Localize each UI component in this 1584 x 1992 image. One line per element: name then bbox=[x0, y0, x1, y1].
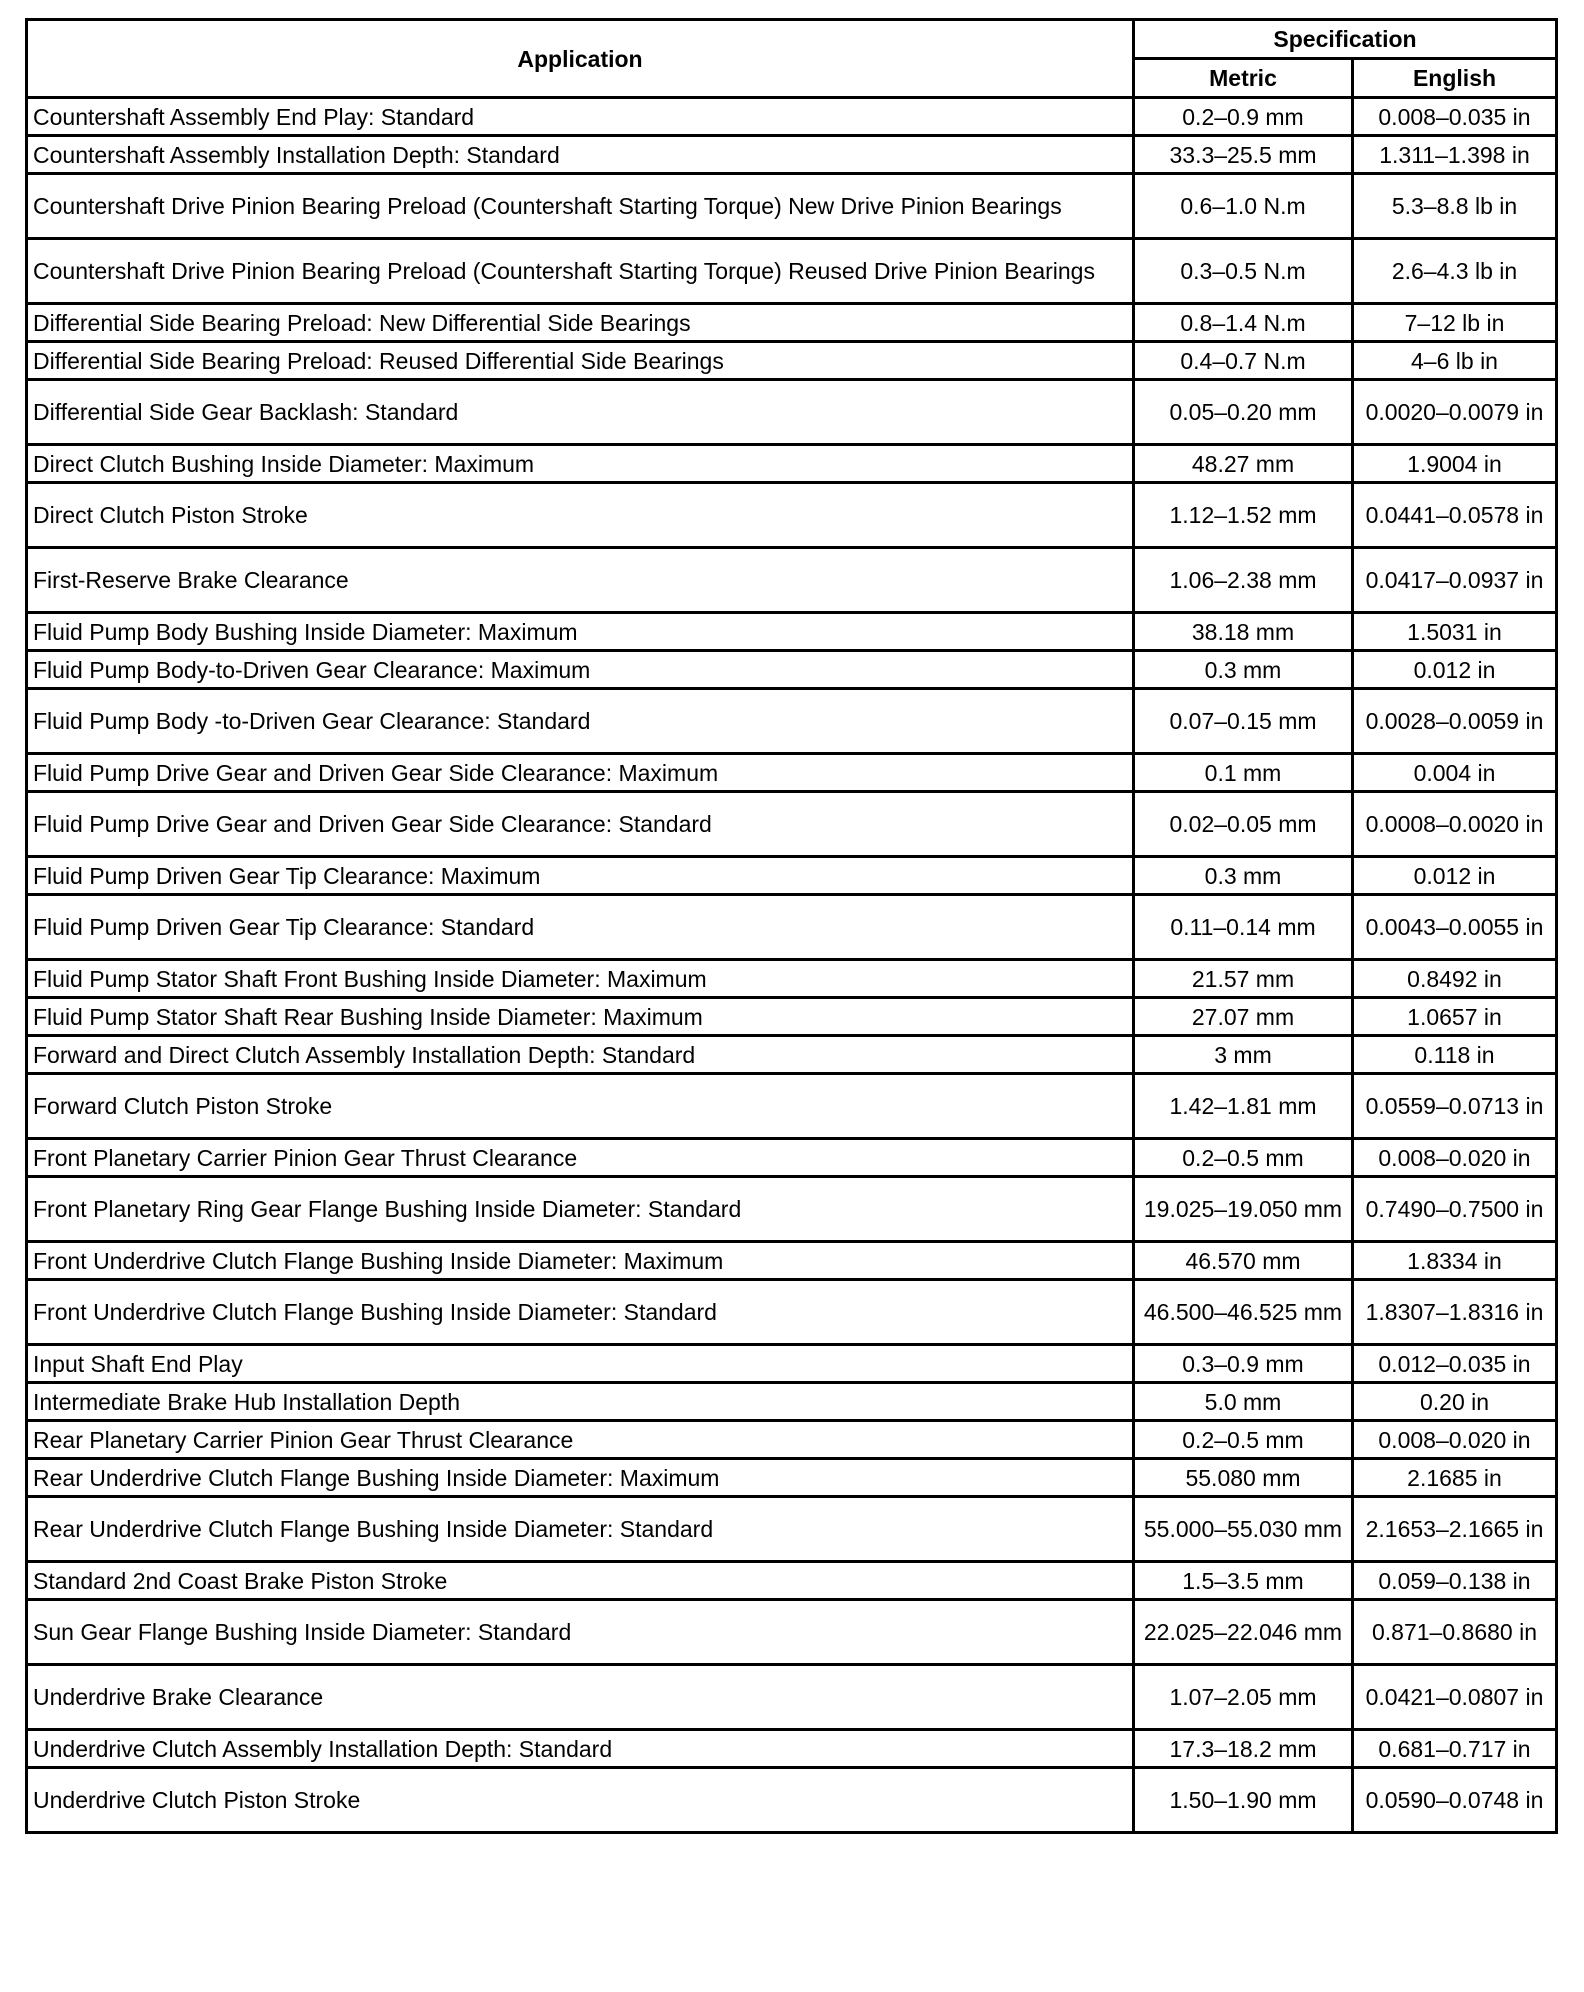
english-cell: 1.5031 in bbox=[1353, 613, 1557, 651]
metric-cell: 1.50–1.90 mm bbox=[1134, 1768, 1353, 1833]
english-cell: 0.0590–0.0748 in bbox=[1353, 1768, 1557, 1833]
table-row bbox=[27, 136, 1557, 174]
table-row bbox=[27, 998, 1557, 1036]
application-cell: Intermediate Brake Hub Installation Depth bbox=[27, 1383, 1134, 1421]
table-row bbox=[27, 857, 1557, 895]
table-row bbox=[27, 1768, 1557, 1833]
metric-cell: 17.3–18.2 mm bbox=[1134, 1730, 1353, 1768]
english-cell: 1.9004 in bbox=[1353, 445, 1557, 483]
table-row bbox=[27, 1562, 1557, 1600]
table-row bbox=[27, 483, 1557, 548]
application-cell: Forward Clutch Piston Stroke bbox=[27, 1074, 1134, 1139]
metric-cell: 55.080 mm bbox=[1134, 1459, 1353, 1497]
application-cell: Countershaft Drive Pinion Bearing Preload (Countershaft Starting Torque) Reused Drive Pinion Bearings bbox=[27, 239, 1134, 304]
application-cell: Fluid Pump Drive Gear and Driven Gear Side Clearance: Standard bbox=[27, 792, 1134, 857]
application-cell: Rear Planetary Carrier Pinion Gear Thrust Clearance bbox=[27, 1421, 1134, 1459]
english-cell: 0.0043–0.0055 in bbox=[1353, 895, 1557, 960]
application-cell: Differential Side Bearing Preload: New Differential Side Bearings bbox=[27, 304, 1134, 342]
english-cell: 0.20 in bbox=[1353, 1383, 1557, 1421]
table-row bbox=[27, 1459, 1557, 1497]
metric-cell: 19.025–19.050 mm bbox=[1134, 1177, 1353, 1242]
table-row bbox=[27, 1497, 1557, 1562]
english-cell: 7–12 lb in bbox=[1353, 304, 1557, 342]
table-row bbox=[27, 1730, 1557, 1768]
english-cell: 0.012 in bbox=[1353, 857, 1557, 895]
table-row bbox=[27, 651, 1557, 689]
specification-table bbox=[25, 18, 1558, 1834]
english-cell: 0.0421–0.0807 in bbox=[1353, 1665, 1557, 1730]
english-cell: 0.012 in bbox=[1353, 651, 1557, 689]
application-cell: Front Planetary Carrier Pinion Gear Thrust Clearance bbox=[27, 1139, 1134, 1177]
application-cell: Countershaft Assembly Installation Depth: Standard bbox=[27, 136, 1134, 174]
metric-header: Metric bbox=[1134, 59, 1353, 98]
table-row bbox=[27, 1421, 1557, 1459]
english-cell: 0.7490–0.7500 in bbox=[1353, 1177, 1557, 1242]
english-cell: 1.0657 in bbox=[1353, 998, 1557, 1036]
table-row bbox=[27, 613, 1557, 651]
application-cell: Underdrive Brake Clearance bbox=[27, 1665, 1134, 1730]
application-cell: Fluid Pump Body-to-Driven Gear Clearance: Maximum bbox=[27, 651, 1134, 689]
metric-cell: 55.000–55.030 mm bbox=[1134, 1497, 1353, 1562]
application-cell: Rear Underdrive Clutch Flange Bushing Inside Diameter: Maximum bbox=[27, 1459, 1134, 1497]
application-cell: Differential Side Gear Backlash: Standard bbox=[27, 380, 1134, 445]
metric-cell: 38.18 mm bbox=[1134, 613, 1353, 651]
table-row bbox=[27, 1177, 1557, 1242]
english-cell: 5.3–8.8 lb in bbox=[1353, 174, 1557, 239]
english-cell: 0.0008–0.0020 in bbox=[1353, 792, 1557, 857]
english-cell: 0.059–0.138 in bbox=[1353, 1562, 1557, 1600]
english-cell: 0.118 in bbox=[1353, 1036, 1557, 1074]
table-row bbox=[27, 1036, 1557, 1074]
english-cell: 0.871–0.8680 in bbox=[1353, 1600, 1557, 1665]
application-cell: Sun Gear Flange Bushing Inside Diameter: Standard bbox=[27, 1600, 1134, 1665]
metric-cell: 3 mm bbox=[1134, 1036, 1353, 1074]
metric-cell: 1.06–2.38 mm bbox=[1134, 548, 1353, 613]
table-row bbox=[27, 754, 1557, 792]
english-cell: 0.004 in bbox=[1353, 754, 1557, 792]
application-cell: Input Shaft End Play bbox=[27, 1345, 1134, 1383]
application-cell: Fluid Pump Body -to-Driven Gear Clearance: Standard bbox=[27, 689, 1134, 754]
english-cell: 2.1685 in bbox=[1353, 1459, 1557, 1497]
english-cell: 0.681–0.717 in bbox=[1353, 1730, 1557, 1768]
application-cell: Rear Underdrive Clutch Flange Bushing Inside Diameter: Standard bbox=[27, 1497, 1134, 1562]
table-row bbox=[27, 239, 1557, 304]
table-row bbox=[27, 304, 1557, 342]
metric-cell: 46.570 mm bbox=[1134, 1242, 1353, 1280]
application-cell: Underdrive Clutch Assembly Installation Depth: Standard bbox=[27, 1730, 1134, 1768]
english-cell: 0.012–0.035 in bbox=[1353, 1345, 1557, 1383]
application-cell: Countershaft Assembly End Play: Standard bbox=[27, 98, 1134, 136]
metric-cell: 0.05–0.20 mm bbox=[1134, 380, 1353, 445]
metric-cell: 0.2–0.5 mm bbox=[1134, 1421, 1353, 1459]
table-row bbox=[27, 1242, 1557, 1280]
application-cell: Fluid Pump Drive Gear and Driven Gear Side Clearance: Maximum bbox=[27, 754, 1134, 792]
metric-cell: 0.07–0.15 mm bbox=[1134, 689, 1353, 754]
application-cell: Fluid Pump Driven Gear Tip Clearance: Standard bbox=[27, 895, 1134, 960]
metric-cell: 1.5–3.5 mm bbox=[1134, 1562, 1353, 1600]
application-cell: Differential Side Bearing Preload: Reused Differential Side Bearings bbox=[27, 342, 1134, 380]
english-cell: 2.6–4.3 lb in bbox=[1353, 239, 1557, 304]
header-row bbox=[27, 20, 1557, 59]
english-cell: 0.008–0.035 in bbox=[1353, 98, 1557, 136]
application-cell: Direct Clutch Piston Stroke bbox=[27, 483, 1134, 548]
metric-cell: 0.2–0.5 mm bbox=[1134, 1139, 1353, 1177]
metric-cell: 27.07 mm bbox=[1134, 998, 1353, 1036]
english-cell: 0.8492 in bbox=[1353, 960, 1557, 998]
application-cell: Front Underdrive Clutch Flange Bushing Inside Diameter: Standard bbox=[27, 1280, 1134, 1345]
english-cell: 2.1653–2.1665 in bbox=[1353, 1497, 1557, 1562]
table-row bbox=[27, 380, 1557, 445]
metric-cell: 48.27 mm bbox=[1134, 445, 1353, 483]
metric-cell: 0.6–1.0 N.m bbox=[1134, 174, 1353, 239]
english-cell: 0.0559–0.0713 in bbox=[1353, 1074, 1557, 1139]
english-cell: 4–6 lb in bbox=[1353, 342, 1557, 380]
application-cell: Forward and Direct Clutch Assembly Installation Depth: Standard bbox=[27, 1036, 1134, 1074]
application-cell: Fluid Pump Stator Shaft Rear Bushing Inside Diameter: Maximum bbox=[27, 998, 1134, 1036]
english-cell: 0.0441–0.0578 in bbox=[1353, 483, 1557, 548]
table-row bbox=[27, 1074, 1557, 1139]
application-cell: Direct Clutch Bushing Inside Diameter: Maximum bbox=[27, 445, 1134, 483]
table-row bbox=[27, 689, 1557, 754]
table-body bbox=[27, 98, 1557, 1833]
application-cell: Underdrive Clutch Piston Stroke bbox=[27, 1768, 1134, 1833]
application-cell: Standard 2nd Coast Brake Piston Stroke bbox=[27, 1562, 1134, 1600]
metric-cell: 1.07–2.05 mm bbox=[1134, 1665, 1353, 1730]
english-cell: 0.0417–0.0937 in bbox=[1353, 548, 1557, 613]
metric-cell: 0.1 mm bbox=[1134, 754, 1353, 792]
table-row bbox=[27, 960, 1557, 998]
metric-cell: 5.0 mm bbox=[1134, 1383, 1353, 1421]
table-row bbox=[27, 1383, 1557, 1421]
english-cell: 0.008–0.020 in bbox=[1353, 1421, 1557, 1459]
metric-cell: 1.12–1.52 mm bbox=[1134, 483, 1353, 548]
table-row bbox=[27, 1600, 1557, 1665]
metric-cell: 0.3–0.5 N.m bbox=[1134, 239, 1353, 304]
application-cell: First-Reserve Brake Clearance bbox=[27, 548, 1134, 613]
application-cell: Fluid Pump Body Bushing Inside Diameter: Maximum bbox=[27, 613, 1134, 651]
table-row bbox=[27, 895, 1557, 960]
metric-cell: 46.500–46.525 mm bbox=[1134, 1280, 1353, 1345]
application-cell: Fluid Pump Stator Shaft Front Bushing Inside Diameter: Maximum bbox=[27, 960, 1134, 998]
table-row bbox=[27, 1280, 1557, 1345]
metric-cell: 22.025–22.046 mm bbox=[1134, 1600, 1353, 1665]
table-row bbox=[27, 174, 1557, 239]
application-cell: Front Underdrive Clutch Flange Bushing Inside Diameter: Maximum bbox=[27, 1242, 1134, 1280]
table-row bbox=[27, 792, 1557, 857]
metric-cell: 0.3 mm bbox=[1134, 857, 1353, 895]
application-header: Application bbox=[27, 20, 1134, 98]
table-row bbox=[27, 98, 1557, 136]
metric-cell: 0.2–0.9 mm bbox=[1134, 98, 1353, 136]
english-cell: 0.0020–0.0079 in bbox=[1353, 380, 1557, 445]
metric-cell: 0.4–0.7 N.m bbox=[1134, 342, 1353, 380]
table-row bbox=[27, 342, 1557, 380]
table-row bbox=[27, 445, 1557, 483]
english-cell: 1.8307–1.8316 in bbox=[1353, 1280, 1557, 1345]
table-row bbox=[27, 1345, 1557, 1383]
metric-cell: 0.8–1.4 N.m bbox=[1134, 304, 1353, 342]
metric-cell: 0.3–0.9 mm bbox=[1134, 1345, 1353, 1383]
metric-cell: 33.3–25.5 mm bbox=[1134, 136, 1353, 174]
english-header: English bbox=[1353, 59, 1557, 98]
metric-cell: 0.11–0.14 mm bbox=[1134, 895, 1353, 960]
metric-cell: 0.3 mm bbox=[1134, 651, 1353, 689]
application-cell: Countershaft Drive Pinion Bearing Preload (Countershaft Starting Torque) New Drive Pinion Bearings bbox=[27, 174, 1134, 239]
english-cell: 0.0028–0.0059 in bbox=[1353, 689, 1557, 754]
english-cell: 1.8334 in bbox=[1353, 1242, 1557, 1280]
table-row bbox=[27, 1139, 1557, 1177]
application-cell: Fluid Pump Driven Gear Tip Clearance: Maximum bbox=[27, 857, 1134, 895]
table-row bbox=[27, 1665, 1557, 1730]
application-cell: Front Planetary Ring Gear Flange Bushing Inside Diameter: Standard bbox=[27, 1177, 1134, 1242]
metric-cell: 1.42–1.81 mm bbox=[1134, 1074, 1353, 1139]
english-cell: 1.311–1.398 in bbox=[1353, 136, 1557, 174]
specification-header: Specification bbox=[1134, 20, 1557, 59]
metric-cell: 0.02–0.05 mm bbox=[1134, 792, 1353, 857]
english-cell: 0.008–0.020 in bbox=[1353, 1139, 1557, 1177]
metric-cell: 21.57 mm bbox=[1134, 960, 1353, 998]
table-row bbox=[27, 548, 1557, 613]
